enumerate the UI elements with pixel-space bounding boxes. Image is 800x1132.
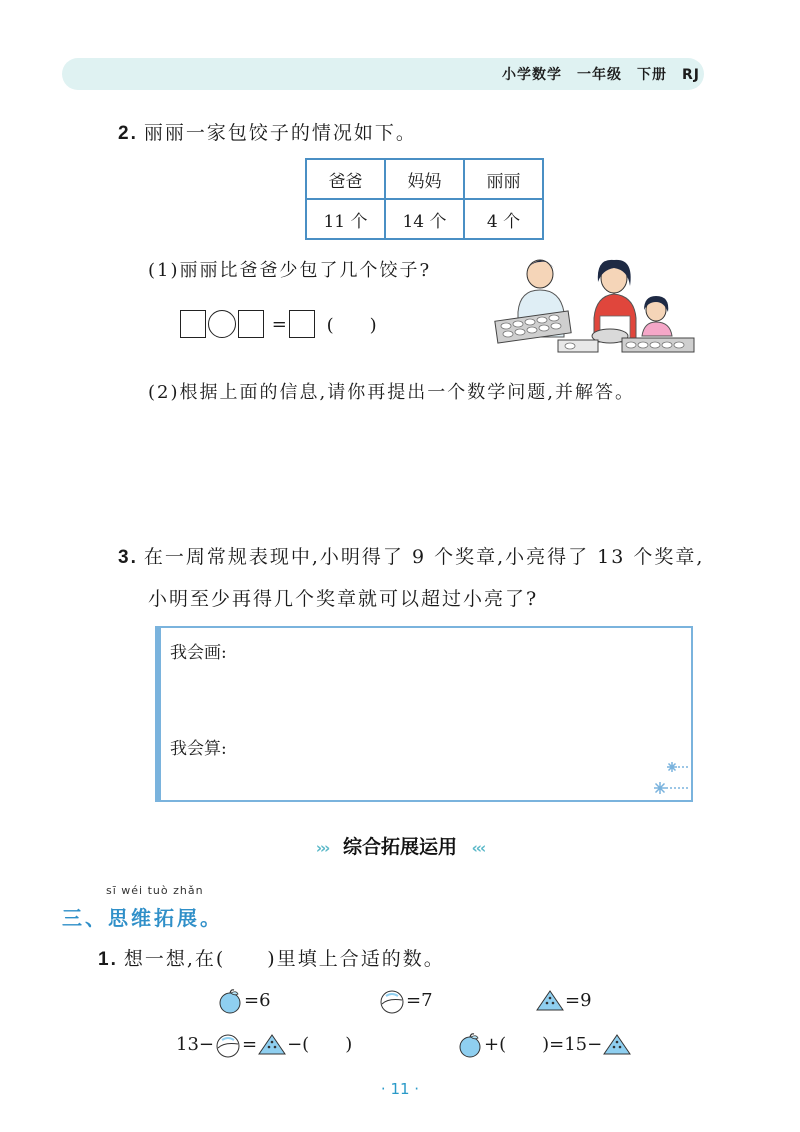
equation-text[interactable]: −( ) [287, 1034, 353, 1055]
section-3-title: 三、思维拓展。 [62, 906, 223, 930]
table-cell-dad: 11 个 [306, 199, 385, 239]
section-banner [0, 832, 800, 859]
chevron-right-icon: ››› [315, 839, 329, 857]
answer-box[interactable] [289, 310, 315, 338]
question-3-line-2: 小明至少再得几个奖章就可以超过小亮了? [148, 588, 539, 610]
answer-box[interactable] [180, 310, 206, 338]
table-header-lili: 丽丽 [464, 159, 543, 199]
answer-area[interactable] [155, 626, 693, 802]
draw-label: 我会画: [170, 643, 227, 663]
watermelon-slice-icon [602, 1032, 632, 1058]
apple-icon [216, 988, 244, 1014]
section-3-question-1 [98, 944, 445, 971]
question-2-part-2: (2)根据上面的信息,请你再提出一个数学问题,并解答。 [148, 382, 635, 403]
equation-apple [216, 988, 271, 1014]
apple-icon [456, 1032, 484, 1058]
unit-blank[interactable]: ( ) [326, 315, 377, 336]
equation-text: =6 [244, 990, 271, 1011]
equation-text: 13− [176, 1034, 214, 1055]
peach-icon [214, 1032, 242, 1058]
equation-watermelon [535, 988, 592, 1014]
chevron-left-icon: ‹‹‹ [471, 839, 485, 857]
question-number: 3. [118, 547, 138, 568]
watermelon-slice-icon [257, 1032, 287, 1058]
table-cell-lili: 4 个 [464, 199, 543, 239]
question-text: 丽丽一家包饺子的情况如下。 [143, 122, 417, 144]
page-number: · 11 · [380, 1080, 420, 1098]
peach-icon [378, 988, 406, 1014]
equation-text: = [242, 1034, 258, 1055]
family-illustration [488, 252, 698, 357]
equals-sign: = [271, 313, 287, 335]
header-title: 小学数学 一年级 下册 RJ [502, 67, 700, 83]
question-text: 想一想,在( )里填上合适的数。 [123, 948, 445, 970]
question-3-line-1 [118, 542, 704, 569]
equation-text: =9 [565, 990, 592, 1011]
equation-text[interactable]: +( )=15− [484, 1034, 603, 1055]
question-2 [118, 118, 417, 145]
operator-circle[interactable] [208, 310, 236, 338]
question-2-part-1: (1)丽丽比爸爸少包了几个饺子? [148, 260, 432, 281]
equation-peach [378, 988, 433, 1014]
equation-combined-2 [456, 1030, 632, 1058]
answer-equation-row [180, 310, 377, 338]
watermelon-slice-icon [535, 988, 565, 1014]
section-banner-title: 综合拓展运用 [342, 836, 457, 858]
calc-label: 我会算: [170, 739, 227, 759]
section-pinyin: sī wéi tuò zhǎn [106, 884, 204, 897]
snowflake-decoration-icon [650, 758, 690, 798]
table-cell-mom: 14 个 [385, 199, 464, 239]
dumpling-table [305, 158, 544, 240]
answer-box[interactable] [238, 310, 264, 338]
question-number: 1. [98, 949, 118, 970]
table-header-mom: 妈妈 [385, 159, 464, 199]
equation-combined-1 [176, 1030, 352, 1058]
question-text: 在一周常规表现中,小明得了 9 个奖章,小亮得了 13 个奖章, [143, 546, 705, 568]
equation-text: =7 [406, 990, 433, 1011]
question-number: 2. [118, 123, 138, 144]
table-header-dad: 爸爸 [306, 159, 385, 199]
